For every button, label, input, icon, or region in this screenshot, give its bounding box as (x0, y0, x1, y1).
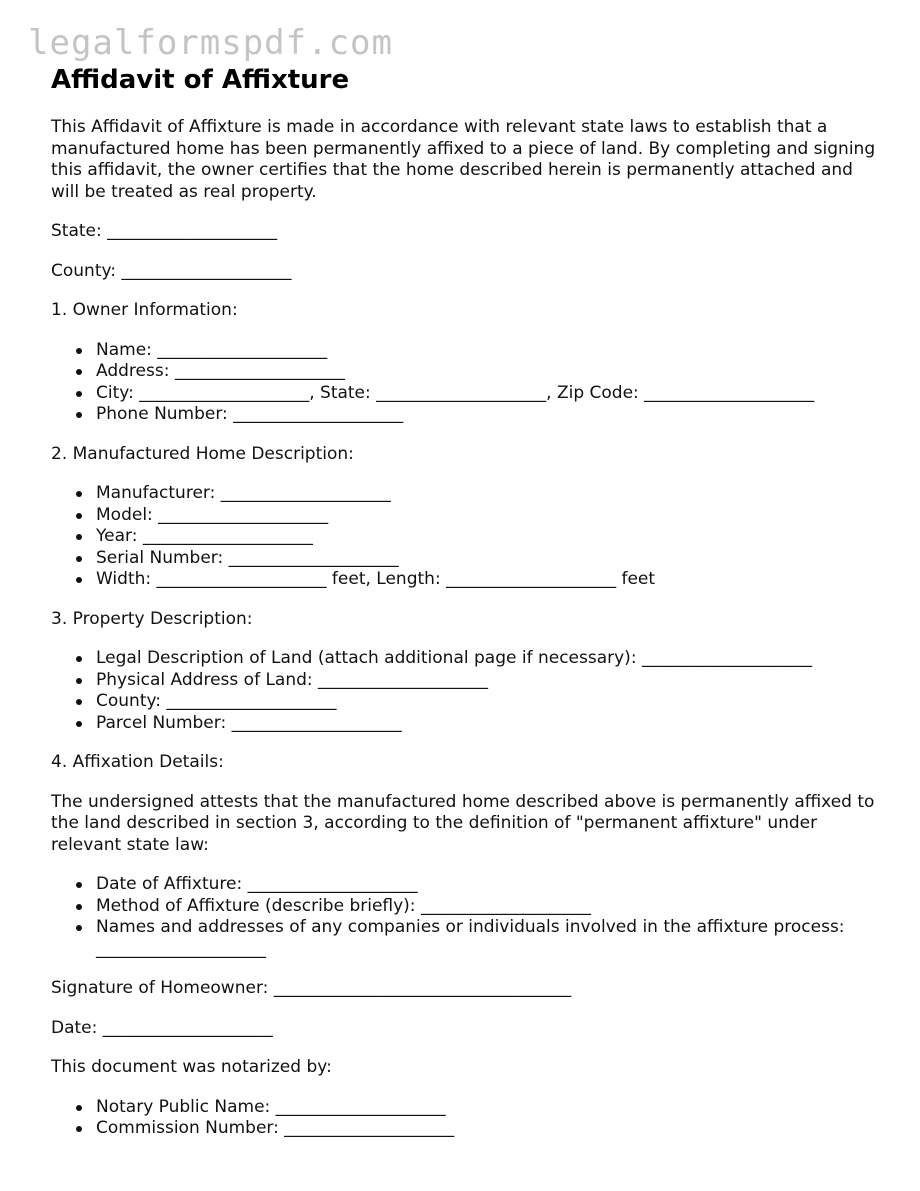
property-section-heading: 3. Property Description: (51, 608, 253, 629)
property-county-field[interactable]: County: ____________________ (96, 691, 881, 713)
home-description-list (51, 483, 881, 591)
owner-info-list (51, 340, 881, 426)
affixation-details-list (51, 874, 881, 960)
affixture-date-field[interactable]: Date of Affixture: ____________________ (96, 874, 881, 896)
physical-address-field[interactable]: Physical Address of Land: ____________________ (96, 670, 881, 692)
affixture-parties-field[interactable]: Names and addresses of any companies or individuals involved in the affixture process: ____________________ (96, 917, 881, 960)
owner-phone-field[interactable]: Phone Number: ____________________ (96, 404, 881, 426)
affidavit-document (51, 64, 881, 1158)
signature-field[interactable]: Signature of Homeowner: ___________________________________ (51, 978, 572, 998)
date-field[interactable]: Date: ____________________ (51, 1017, 273, 1038)
notary-heading: This document was notarized by: (51, 1057, 332, 1077)
owner-name-field[interactable]: Name: ____________________ (96, 340, 881, 362)
commission-number-field[interactable]: Commission Number: ____________________ (96, 1118, 881, 1140)
home-section-heading: 2. Manufactured Home Description: (51, 443, 354, 464)
watermark: legalformspdf.com (28, 23, 393, 63)
notary-list (51, 1097, 881, 1140)
owner-address-field[interactable]: Address: ____________________ (96, 361, 881, 383)
owner-city-state-zip-field[interactable]: City: ____________________, State: ____________________, Zip Code: ____________________ (96, 383, 881, 405)
manufacturer-field[interactable]: Manufacturer: ____________________ (96, 483, 881, 505)
county-field[interactable]: County: ____________________ (51, 260, 292, 281)
year-field[interactable]: Year: ____________________ (96, 526, 881, 548)
affixation-section-heading: 4. Affixation Details: (51, 752, 224, 772)
state-field[interactable]: State: ____________________ (51, 221, 278, 241)
property-description-list (51, 648, 881, 734)
serial-number-field[interactable]: Serial Number: ____________________ (96, 548, 881, 570)
legal-description-field[interactable]: Legal Description of Land (attach additional page if necessary): ____________________ (96, 648, 881, 670)
affixation-paragraph: The undersigned attests that the manufactured home described above is permanently affixed to the land described in section 3, according to the definition of "permanent affixture" under relevant state law: (51, 791, 875, 855)
page-title: Affidavit of Affixture (51, 65, 350, 95)
model-field[interactable]: Model: ____________________ (96, 505, 881, 527)
owner-section-heading: 1. Owner Information: (51, 300, 238, 320)
affixture-method-field[interactable]: Method of Affixture (describe briefly): ____________________ (96, 896, 881, 918)
width-length-field[interactable]: Width: ____________________ feet, Length: ____________________ feet (96, 569, 881, 591)
notary-name-field[interactable]: Notary Public Name: ____________________ (96, 1097, 881, 1119)
intro-paragraph: This Affidavit of Affixture is made in accordance with relevant state laws to establish that a manufactured home has been permanently affixed to a piece of land. By completing and signing this affidavit, the owner certifies that the home described herein is permanently attached and will be treated as real property. (51, 117, 876, 202)
parcel-number-field[interactable]: Parcel Number: ____________________ (96, 713, 881, 735)
